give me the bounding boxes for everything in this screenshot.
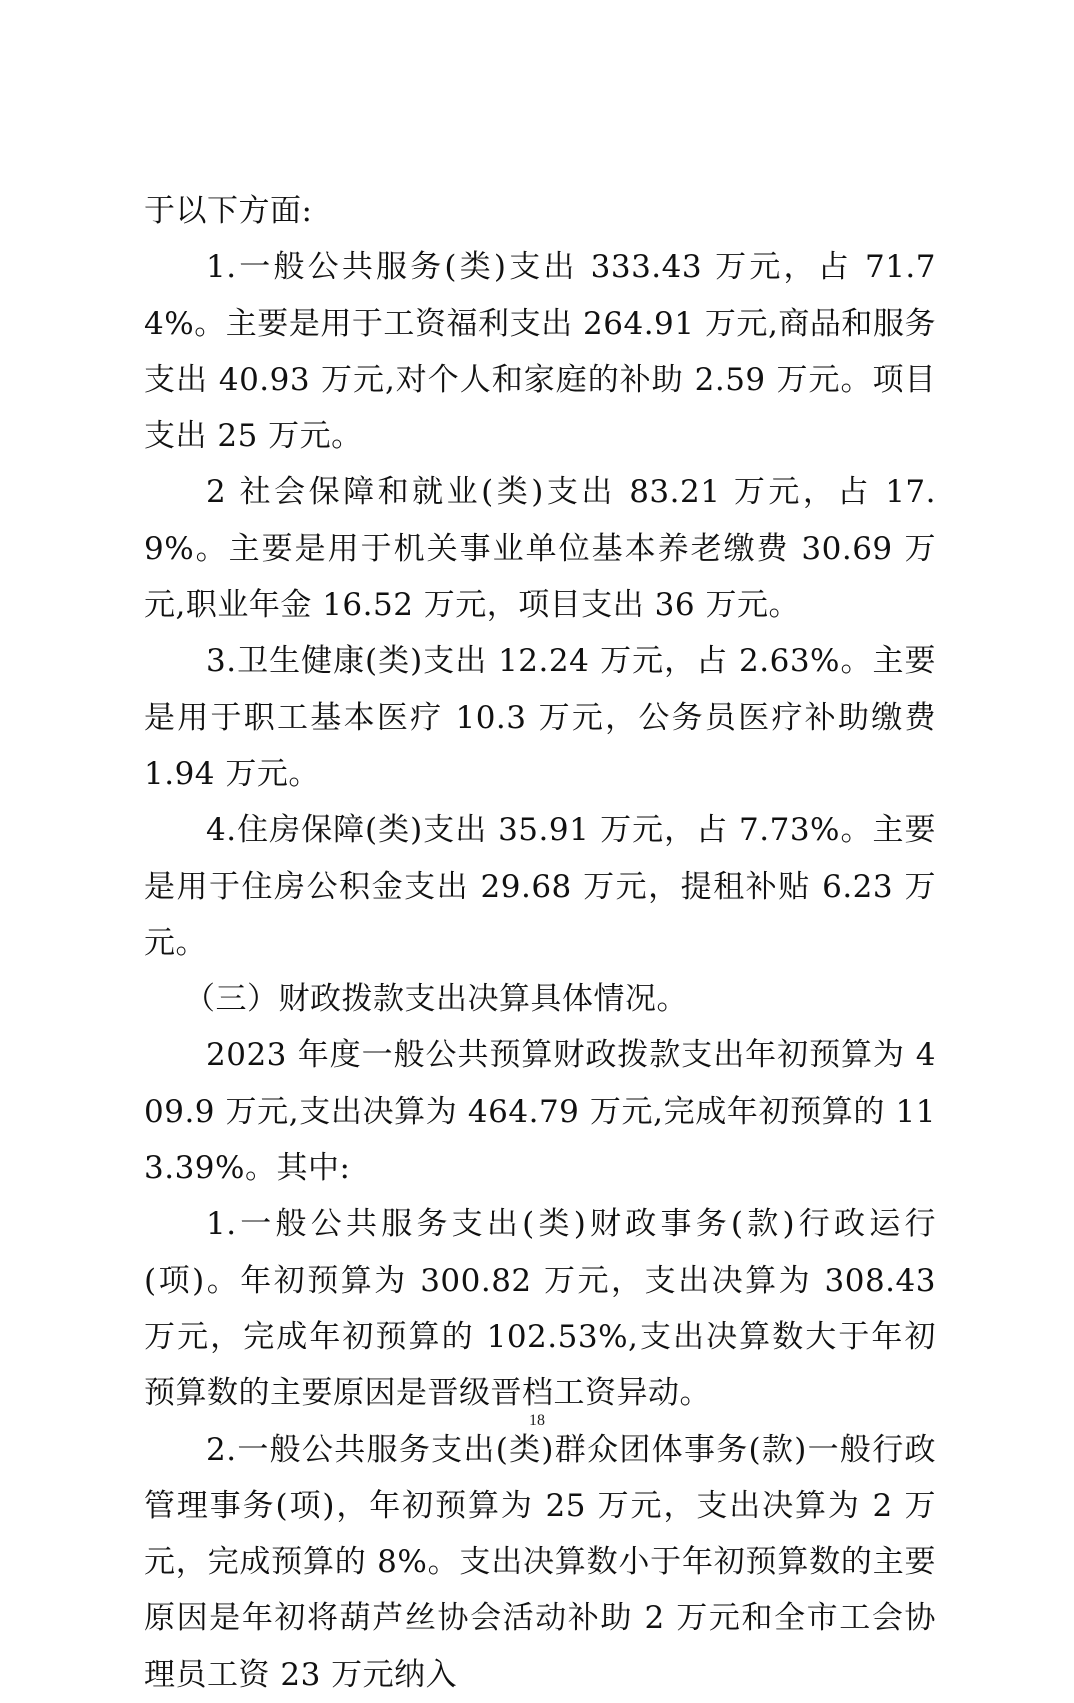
section-heading: （三）财政拨款支出决算具体情况。 (184, 981, 688, 1018)
paragraph-housing: 4.住房保障(类)支出 35.91 万元，占 7.73%。主要是用于住房公积金支出 29.68 万元，提租补贴 6.23 万元。 (144, 812, 936, 961)
paragraph-health: 3.卫生健康(类)支出 12.24 万元，占 2.63%。主要是用于职工基本医疗 10.3 万元，公务员医疗补助缴费 1.94 万元。 (144, 643, 936, 792)
paragraph-admin-operation: 1.一般公共服务支出(类)财政事务(款)行政运行(项)。年初预算为 300.82 万元，支出决算为 308.43 万元，完成年初预算的 102.53%,支出决算数大于年初预算数的主要原因是晋级晋档工资异动。 (144, 1206, 936, 1412)
paragraph-social-security: 2 社会保障和就业(类)支出 83.21 万元，占 17.9%。主要是用于机关事业单位基本养老缴费 30.69 万元,职业年金 16.52 万元，项目支出 36 万元。 (144, 474, 936, 624)
paragraph-intro: 于以下方面: (144, 193, 313, 229)
document-body (144, 183, 936, 1703)
paragraph-general-public-services: 1.一般公共服务(类)支出 333.43 万元，占 71.74%。主要是用于工资福利支出 264.91 万元,商品和服务支出 40.93 万元,对个人和家庭的补助 2.59 万元。项目支出 25 万元。 (144, 249, 936, 455)
paragraph-budget-summary: 2023 年度一般公共预算财政拨款支出年初预算为 409.9 万元,支出决算为 464.79 万元,完成年初预算的 113.39%。其中: (144, 1037, 936, 1187)
page-number: 18 (529, 1412, 545, 1429)
paragraph-mass-organizations: 2.一般公共服务支出(类)群众团体事务(款)一般行政管理事务(项)，年初预算为 25 万元，支出决算为 2 万元，完成预算的 8%。支出决算数小于年初预算数的主要原因是年初将葫芦丝协会活动补助 2 万元和全市工会协理员工资 23 万元纳入 (144, 1431, 936, 1693)
